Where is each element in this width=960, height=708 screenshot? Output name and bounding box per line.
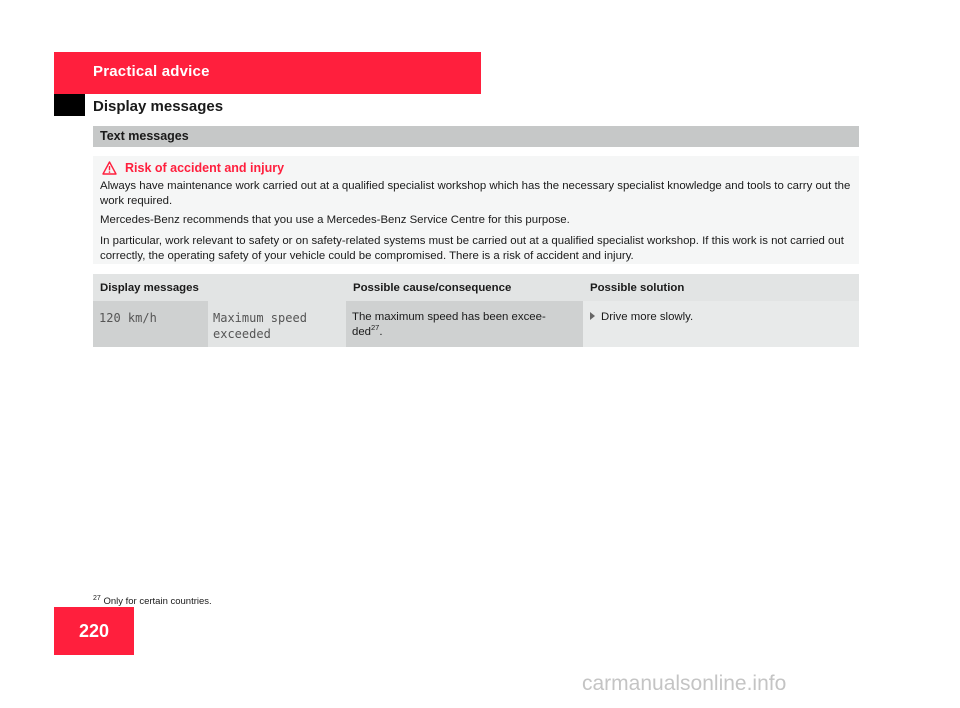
cause-text-body: The maximum speed has been excee-ded [352, 311, 546, 338]
table-row [93, 301, 859, 347]
cause-cell [346, 301, 583, 347]
footnote [93, 596, 212, 607]
warning-paragraph-2: Mercedes-Benz recommends that you use a Mercedes-Benz Service Centre for this purpose. [100, 214, 570, 226]
warning-title: Risk of accident and injury [125, 161, 285, 175]
display-message-cell [208, 301, 346, 347]
display-code-cell [93, 301, 208, 347]
display-message: Maximum speed exceeded [213, 311, 307, 341]
page-number: 220 [78, 621, 110, 641]
header-display-messages: Display messages [100, 282, 199, 294]
warning-paragraph-1: Always have maintenance work carried out at a qualified specialist workshop which has the necessary specialist knowledge and tools to carry out the work required. [100, 180, 851, 207]
footnote-text: Only for certain countries. [103, 596, 212, 607]
text-messages-bar [93, 126, 859, 147]
cause-text-suffix: . [379, 326, 383, 338]
bullet-arrow-icon [590, 312, 595, 320]
warning-triangle-icon [102, 161, 117, 175]
watermark: carmanualsonline.info [582, 672, 787, 695]
text-messages-title: Text messages [100, 129, 189, 143]
cause-footnote-ref: 27 [371, 323, 380, 333]
table-header-row [93, 274, 859, 301]
display-messages-table [93, 274, 859, 347]
solution-item [590, 310, 693, 325]
solution-cell [583, 301, 859, 347]
cause-text [352, 310, 552, 340]
warning-box [93, 156, 859, 264]
section-title: Display messages [93, 98, 224, 115]
section-marker [54, 94, 85, 116]
header-possible-solution: Possible solution [590, 282, 685, 294]
solution-text: Drive more slowly. [601, 311, 694, 323]
chapter-title: Practical advice [93, 63, 210, 80]
header-possible-cause: Possible cause/consequence [353, 282, 512, 294]
footnote-number: 27 [93, 594, 101, 602]
page-number-box [54, 607, 134, 655]
warning-paragraph-3: In particular, work relevant to safety or on safety-related systems must be carried out at a qualified specialist workshop. If this work is not carried out correctly, the operating safety of your vehicle could be compromised. There is a risk of accident and injury. [100, 235, 844, 262]
display-code: 120 km/h [99, 311, 157, 325]
